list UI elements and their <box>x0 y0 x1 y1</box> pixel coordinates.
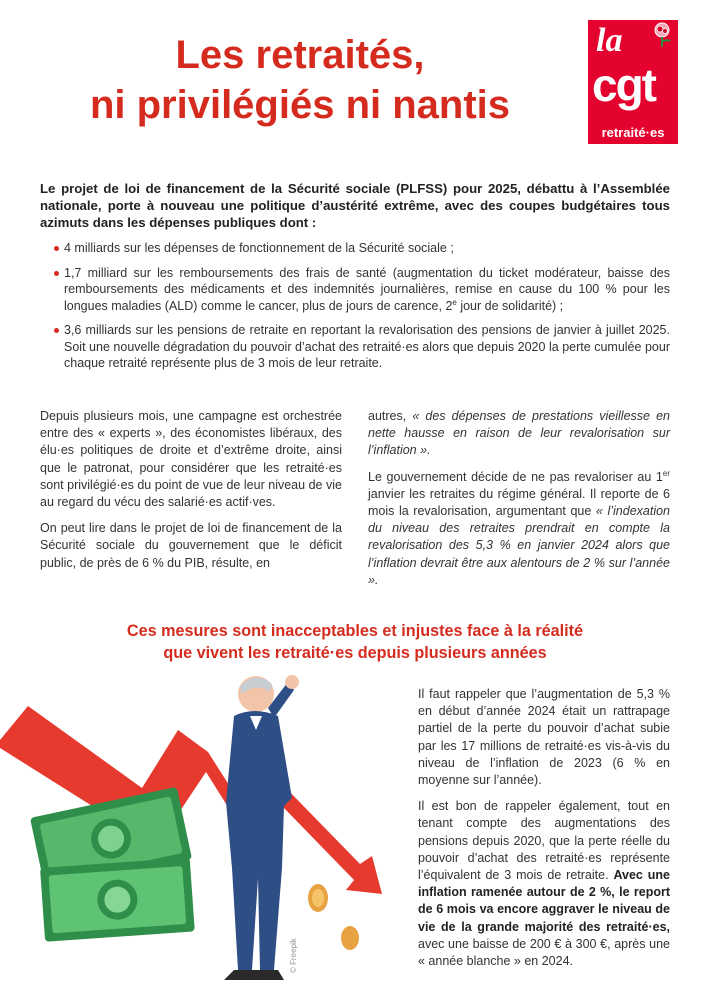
quote: « des dépenses de prestations vieillesse en nette hausse en raison de leur revalorisation sur l’inflation ». <box>368 409 670 458</box>
paragraph: Depuis plusieurs mois, une campagne est orchestrée entre des « experts », des économistes libéraux, des élu·es politiques de droite et d’extrême droite, ainsi que le patronat, pour considérer que les retraité·es sont privilégié·es du point de vue de leur niveau de vie au regard du vécu des salarié·es actif·ves. <box>40 409 342 510</box>
logo-cgt-text: cgt <box>592 59 655 111</box>
logo-la-text: la <box>596 22 623 59</box>
heading-line-1: Ces mesures sont inacceptables et injustes face à la réalité <box>126 622 584 640</box>
title-line-2: ni privilégiés ni nantis <box>89 83 511 127</box>
measures-list <box>64 240 670 380</box>
list-item: 3,6 milliards sur les pensions de retraite en reportant la revalorisation des pensions de janvier à juillet 2025. Soit une nouvelle dégradation du pouvoir d’achat des retraité·es alors que depuis 2020 la perte cumulée pour chaque retraité représente plus de 3 mois de leur retraite. <box>64 323 670 370</box>
coin-icon <box>341 926 359 950</box>
heading-line-2: que vivent les retraité·es depuis plusieurs années <box>163 644 547 662</box>
column-right <box>368 408 670 598</box>
quote: « l’indexation du niveau des retraites prendrait en compte la revalorisation des 5,3 % en janvier 2024 alors que l’inflation devrait être aux alentours de 2 % sur l’année ». <box>368 504 671 587</box>
section-heading <box>60 620 650 664</box>
paragraph <box>368 408 670 460</box>
paragraph: Il faut rappeler que l’augmentation de 5,3 % en début d’année 2024 était un rattrapage partiel de la perte du pouvoir d’achat subie par les 17 millions de retraité·es vis-à-vis du niveau de l’inflation de 2023 (6 % en moyenne sur l’année). <box>418 687 670 788</box>
coin-icon <box>312 889 324 907</box>
text-span: autres, <box>368 409 413 423</box>
list-item: 4 milliards sur les dépenses de fonctionnement de la Sécurité sociale ; <box>64 240 670 257</box>
page-title <box>40 30 560 130</box>
text-span: Il est bon de rappeler également, tout en tenant compte des augmentations des pensions depuis 2020, que la perte réelle du pouvoir d’achat des retraité·es représente l’équivalent de 3 mois de retraite. <box>418 799 670 883</box>
text-span: avec une baisse de 200 € à 300 €, après une « année blanche » en 2024. <box>418 936 670 969</box>
intro-paragraph: Le projet de loi de financement de la Sécurité sociale (PLFSS) pour 2025, débattu à l’Assemblée nationale, porte à nouveau une politique d’austérité extrême, avec des coupes budgétaires tous azimuts dans les dépenses publiques dont : <box>40 181 670 230</box>
column-bottom-right <box>418 686 670 979</box>
banknote-icon <box>40 858 195 942</box>
paragraph <box>418 798 670 970</box>
logo-tagline: retraité·es <box>601 125 665 140</box>
paragraph: On peut lire dans le projet de loi de financement de la Sécurité sociale du gouvernement que le déficit public, de près de 6 % du PIB, résulte, en <box>40 521 342 570</box>
retiree-figure <box>224 675 299 980</box>
text-span: janvier les retraites du régime général. Il reporte de 6 mois la revalorisation, argumentant que <box>368 486 670 519</box>
column-left <box>40 408 342 581</box>
rose-icon <box>650 22 674 48</box>
image-credit: © Freepik <box>289 938 298 973</box>
text-span: Le gouvernement décide de ne pas revaloriser au 1 <box>368 469 663 484</box>
superscript: er <box>662 468 670 478</box>
paragraph <box>368 469 670 589</box>
title-line-1: Les retraités, <box>175 33 425 77</box>
cgt-retraites-logo <box>588 20 678 144</box>
bold-text: Avec une inflation ramenée autour de 2 %, le report de 6 mois va encore aggraver le niveau de vie de la grande majorité des retraité·es, <box>418 868 670 934</box>
list-item: 1,7 milliard sur les remboursements des frais de santé (augmentation du ticket modérateur, baisse des remboursements des médicaments et des indemnités journalières, remise en cause du 100 % pour les longues maladies (ALD) comme le cancer, plus de jours de carence, 2e jour de solidarité) ; <box>64 265 670 313</box>
illustration-falling-arrow-retiree <box>0 668 420 998</box>
